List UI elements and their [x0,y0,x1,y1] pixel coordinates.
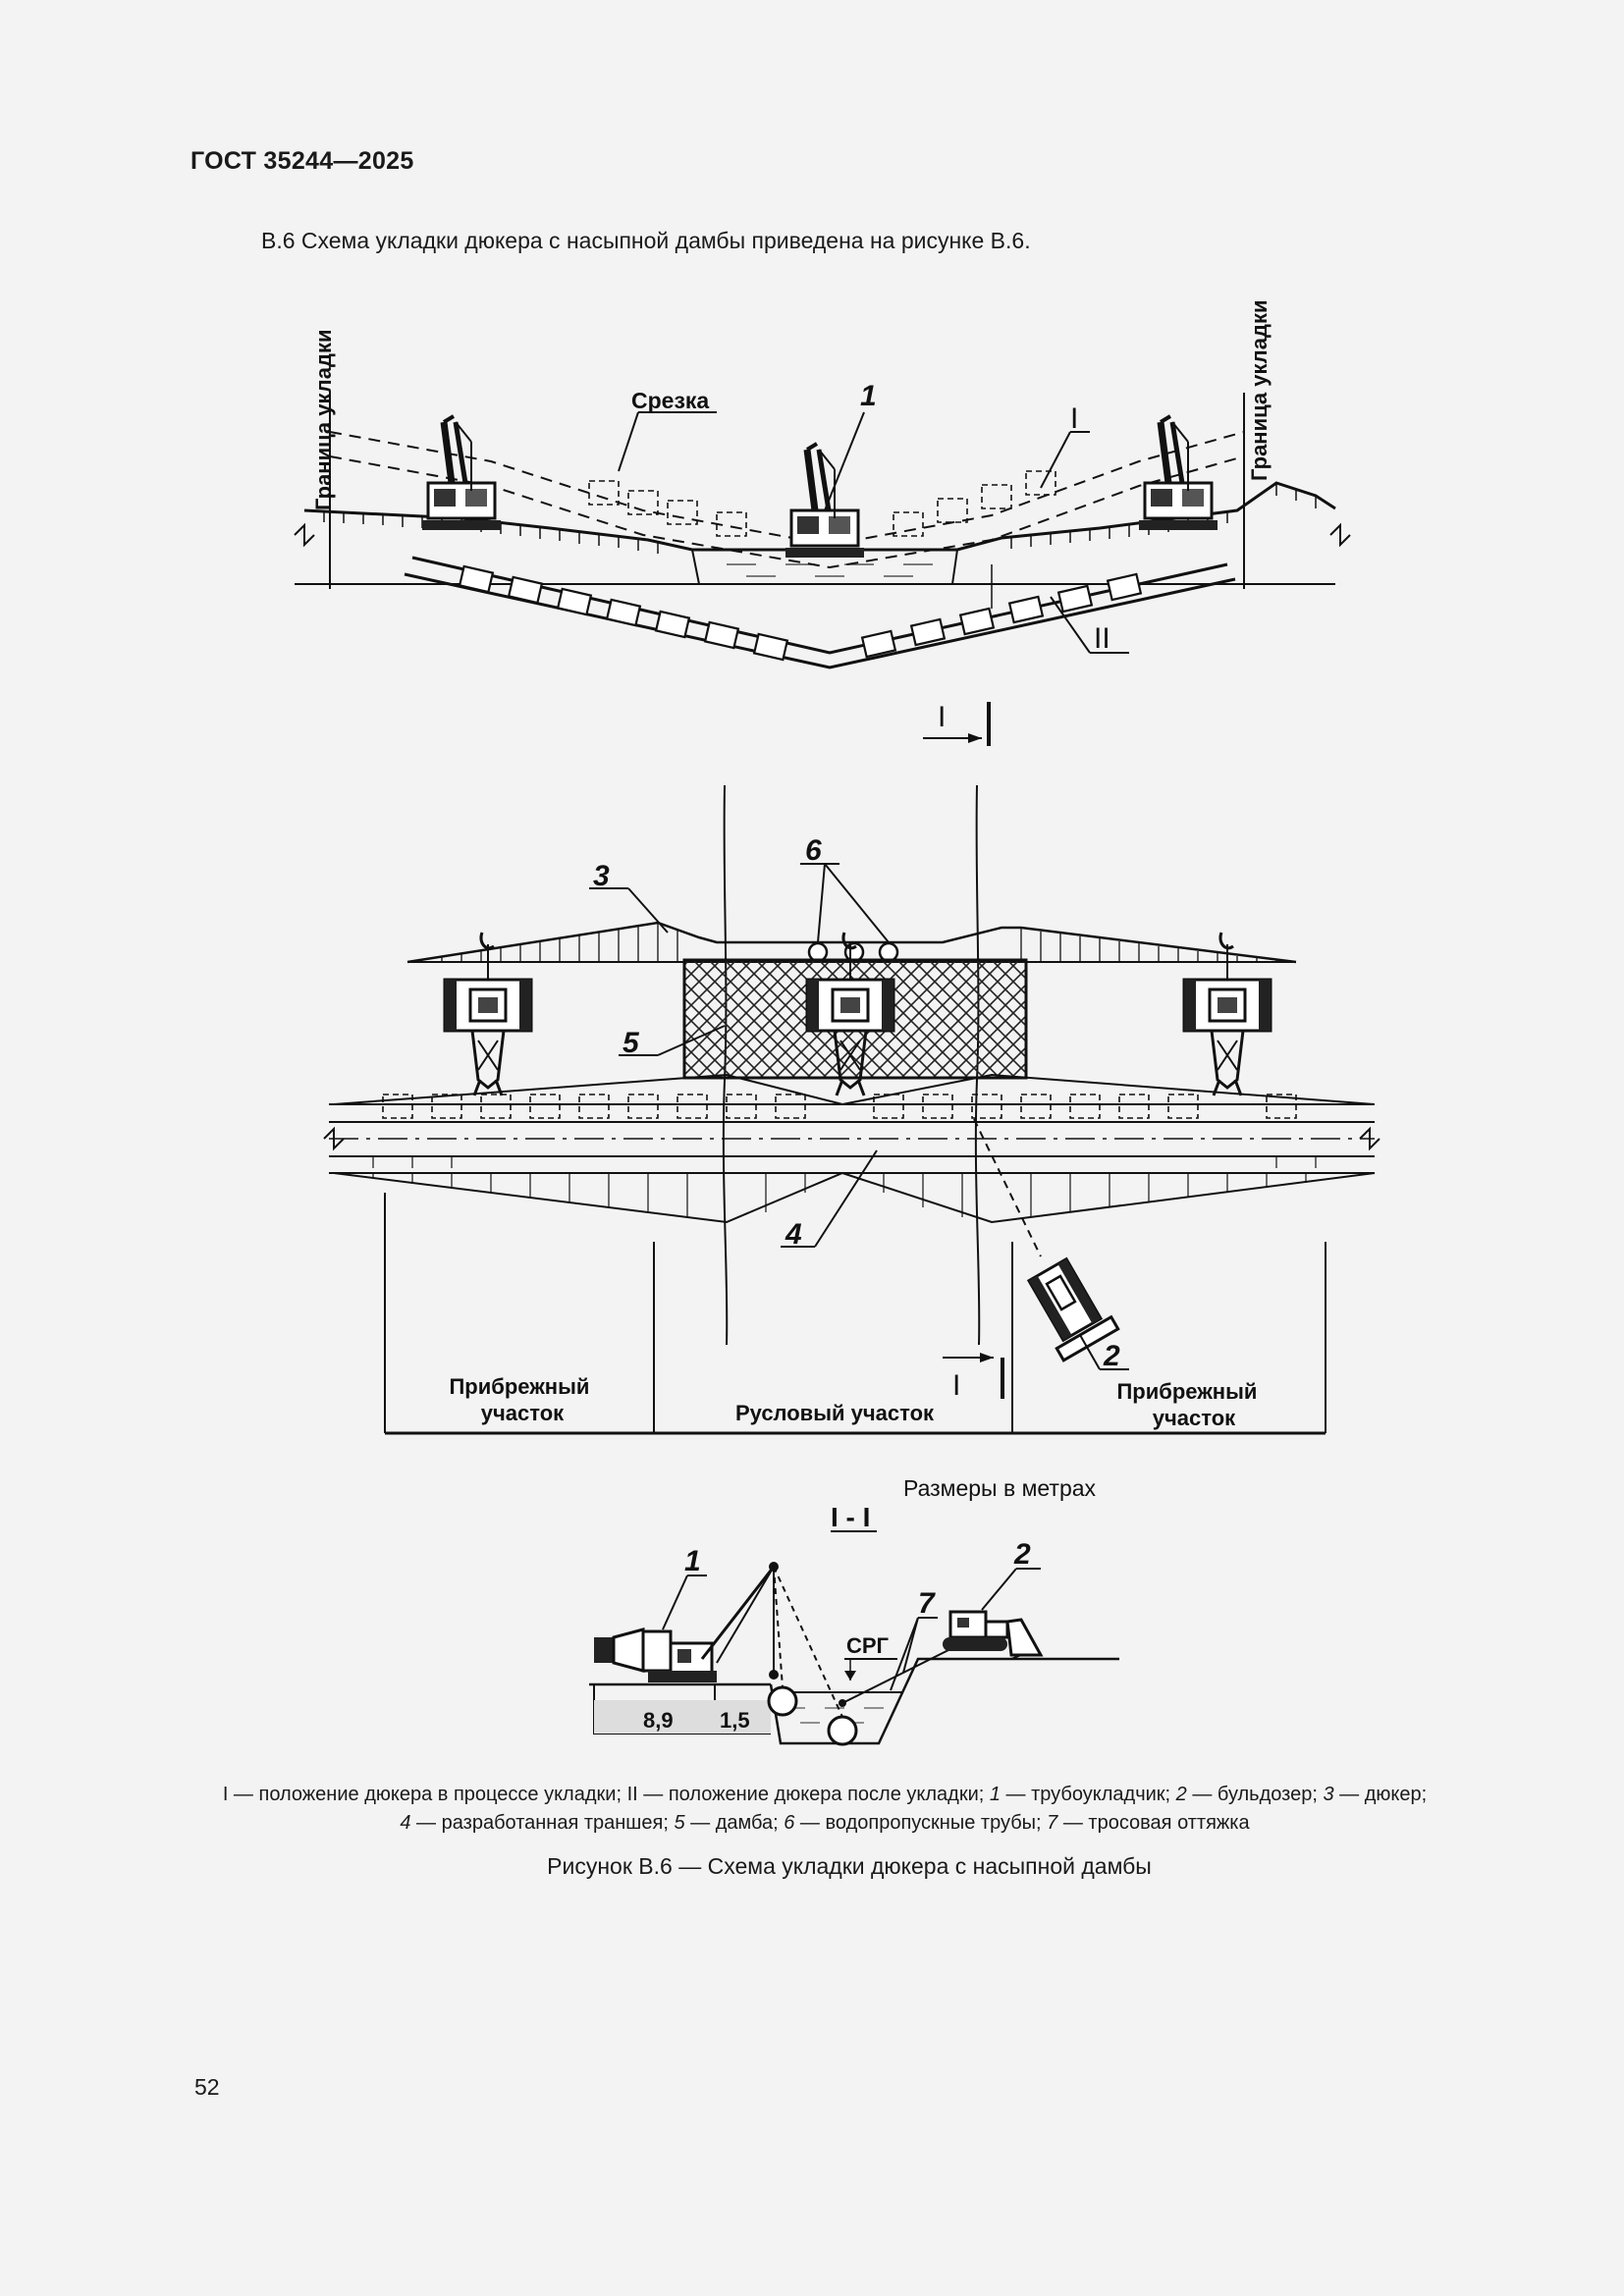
document-header: ГОСТ 35244—2025 [190,147,414,175]
section-title: I - I [831,1502,871,1532]
pipelayer-section-icon [594,1562,846,1717]
legend-item: II — положение дюкера после укладки; [626,1784,985,1805]
legend-item: I — положение дюкера в процессе укладки; [222,1784,622,1805]
intro-paragraph: В.6 Схема укладки дюкера с насыпной дамбы приведена на рисунке В.6. [261,228,1031,253]
figure-caption: Рисунок В.6 — Схема укладки дюкера с насыпной дамбы [547,1853,1152,1879]
pipelayer-plan-left-icon [445,933,531,1095]
callout-6: 6 [805,834,822,867]
legend-item: 1 — трубоукладчик; [989,1784,1171,1805]
legend-item: 4 — разработанная траншея; [400,1812,669,1834]
legend-item: 3 — дюкер; [1323,1784,1428,1805]
legend-item: 6 — водопропускные трубы; [784,1812,1042,1834]
pipelayer-center-icon [785,444,864,558]
callout-2-plan: 2 [1104,1340,1120,1372]
plan-view [324,701,1380,1433]
position-I-label: I [1070,402,1079,435]
pipelayer-left-icon [422,416,501,530]
dim-label-1: 8,9 [643,1708,674,1733]
section-mark-bottom: I [952,1369,961,1402]
callout-1-top: 1 [860,380,877,412]
dim-label-2: 1,5 [720,1708,750,1733]
legend-item: 2 — бульдозер; [1175,1784,1318,1805]
page-number: 52 [194,2074,220,2100]
zone-center-label: Русловый участок [734,1401,935,1425]
figure-legend [147,1781,1502,1838]
zone-right-label: Прибрежный участок [1116,1379,1258,1430]
callout-1-section: 1 [684,1545,701,1577]
water-level-label: СРГ [846,1633,890,1658]
legend-item: 5 — дамба; [674,1812,779,1834]
boundary-left-label: Граница укладки [311,329,336,510]
zone-left-label: Прибрежный участок [449,1374,590,1425]
units-note: Размеры в метрах [903,1475,1097,1501]
position-II-label: II [1094,622,1110,655]
section-view [589,1475,1119,1744]
callout-5: 5 [623,1027,639,1059]
legend-item: 7 — тросовая оттяжка [1047,1812,1250,1834]
cut-label: Срезка [631,388,710,413]
boundary-right-label: Граница укладки [1247,299,1272,481]
callout-3: 3 [593,860,610,892]
pipelayer-right-icon [1139,416,1218,530]
elevation-view [295,300,1350,668]
section-mark-top: I [938,701,947,733]
bulldozer-section-icon [943,1612,1041,1659]
callout-2-section: 2 [1014,1538,1031,1571]
callout-7: 7 [918,1587,935,1620]
callout-4: 4 [785,1218,802,1251]
